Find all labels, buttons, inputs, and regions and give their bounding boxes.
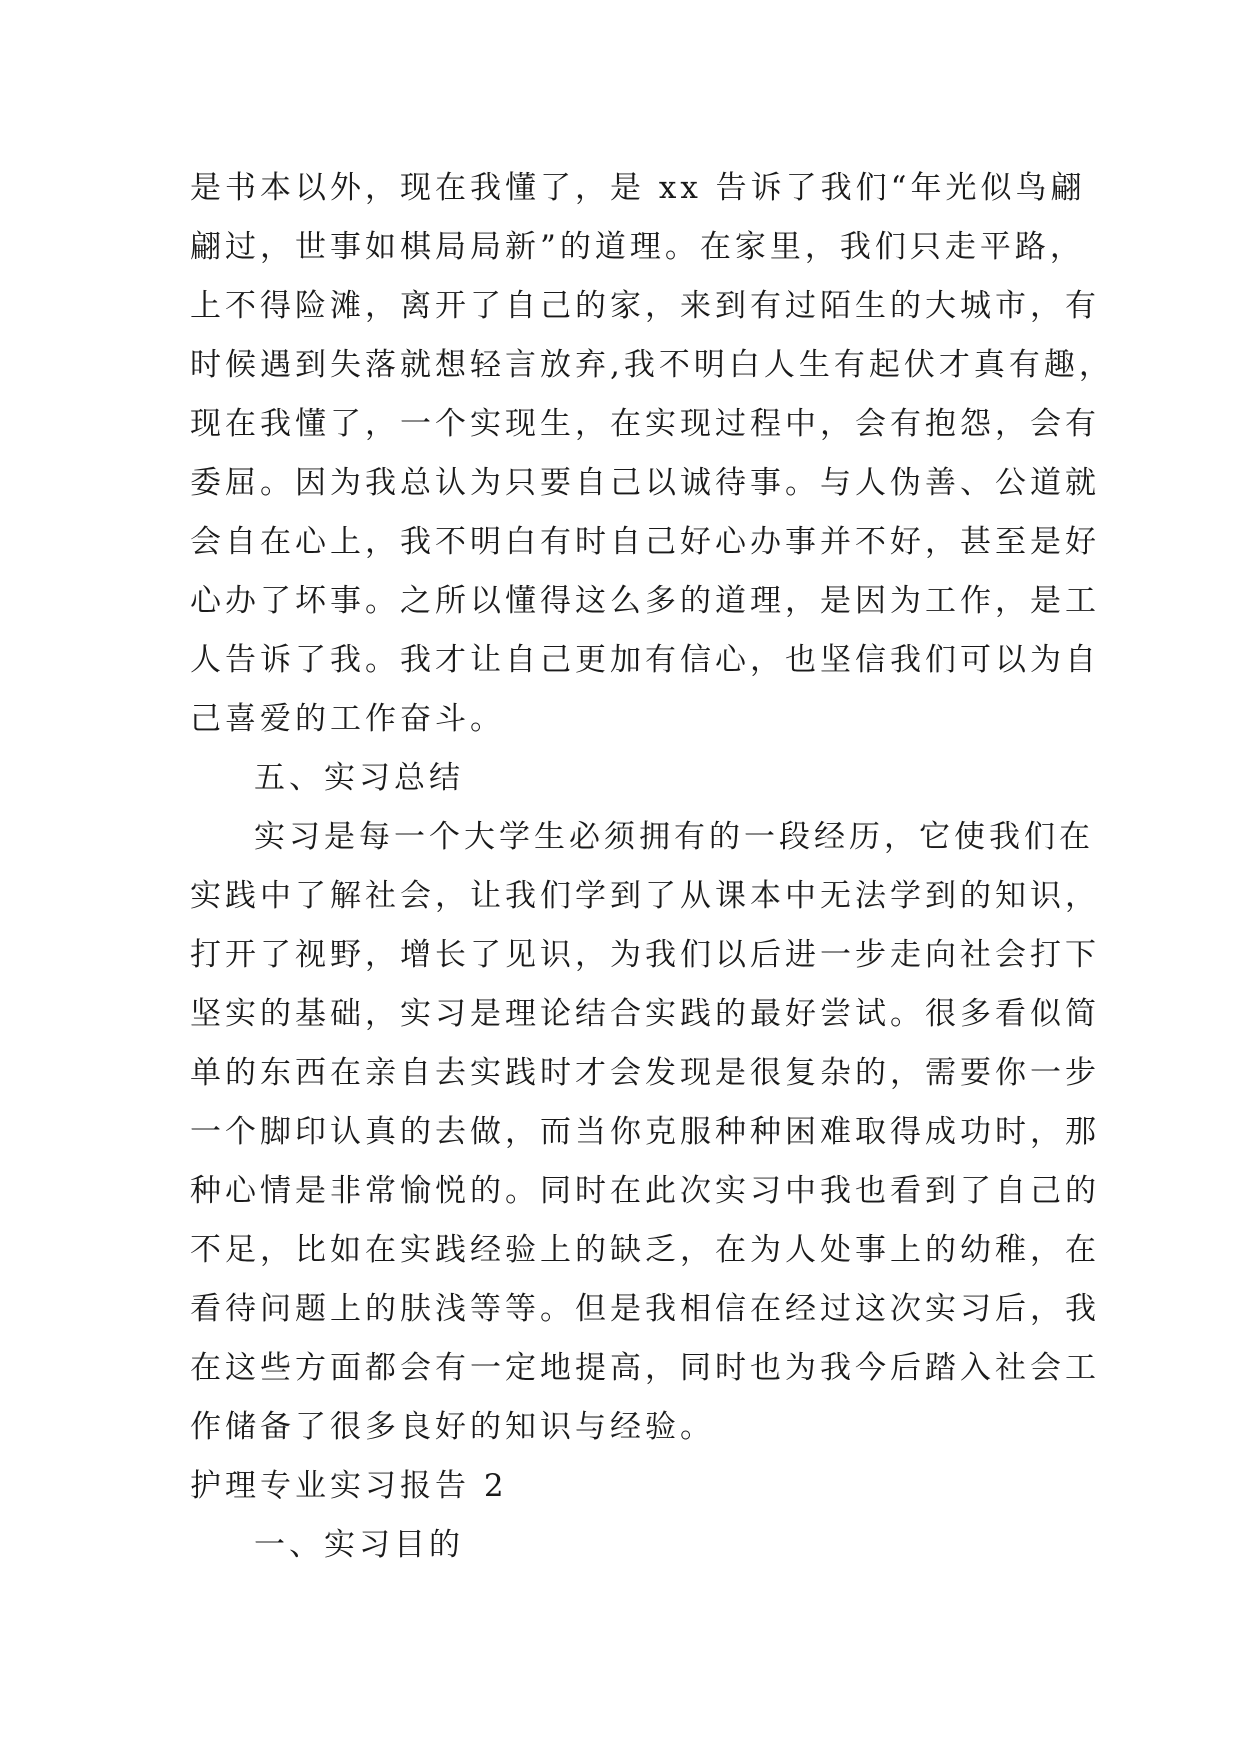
body-text-line: 心办了坏事。之所以懂得这么多的道理，是因为工作，是工: [190, 583, 1100, 619]
body-text-line: 一个脚印认真的去做，而当你克服种种困难取得成功时，那: [190, 1114, 1100, 1150]
body-text-line: 委屈。因为我总认为只要自己以诚待事。与人伪善、公道就: [190, 465, 1100, 501]
body-text-line: 坚实的基础，实习是理论结合实践的最好尝试。很多看似简: [190, 996, 1100, 1032]
body-text-line: 时候遇到失落就想轻言放弃,我不明白人生有起伏才真有趣，: [190, 347, 1114, 383]
body-text-line: 会自在心上，我不明白有时自己好心办事并不好，甚至是好: [190, 524, 1100, 560]
section-heading: 一、实习目的: [254, 1527, 464, 1563]
body-text-line: 作储备了很多良好的知识与经验。: [190, 1409, 715, 1445]
document-title: 护理专业实习报告 2: [190, 1468, 508, 1504]
body-text-line: 是书本以外，现在我懂了，是 xx 告诉了我们“年光似鸟翩: [190, 170, 1086, 206]
body-text-line: 现在我懂了，一个实现生，在实现过程中，会有抱怨，会有: [190, 406, 1100, 442]
section-heading: 五、实习总结: [254, 760, 464, 796]
body-text-line: 不足，比如在实践经验上的缺乏，在为人处事上的幼稚，在: [190, 1232, 1100, 1268]
body-text-line: 人告诉了我。我才让自己更加有信心，也坚信我们可以为自: [190, 642, 1100, 678]
body-text-line: 己喜爱的工作奋斗。: [190, 701, 505, 737]
body-text-line: 在这些方面都会有一定地提高，同时也为我今后踏入社会工: [190, 1350, 1100, 1386]
body-text-line: 看待问题上的肤浅等等。但是我相信在经过这次实习后，我: [190, 1291, 1100, 1327]
body-text-line: 打开了视野，增长了见识，为我们以后进一步走向社会打下: [190, 937, 1100, 973]
body-text-line: 实习是每一个大学生必须拥有的一段经历，它使我们在: [254, 819, 1094, 855]
body-text-line: 翩过，世事如棋局局新”的道理。在家里，我们只走平路，: [190, 229, 1085, 265]
body-text-line: 实践中了解社会，让我们学到了从课本中无法学到的知识，: [190, 878, 1100, 914]
body-text-line: 上不得险滩，离开了自己的家，来到有过陌生的大城市，有: [190, 288, 1100, 324]
body-text-line: 单的东西在亲自去实践时才会发现是很复杂的，需要你一步: [190, 1055, 1100, 1091]
body-text-line: 种心情是非常愉悦的。同时在此次实习中我也看到了自己的: [190, 1173, 1100, 1209]
